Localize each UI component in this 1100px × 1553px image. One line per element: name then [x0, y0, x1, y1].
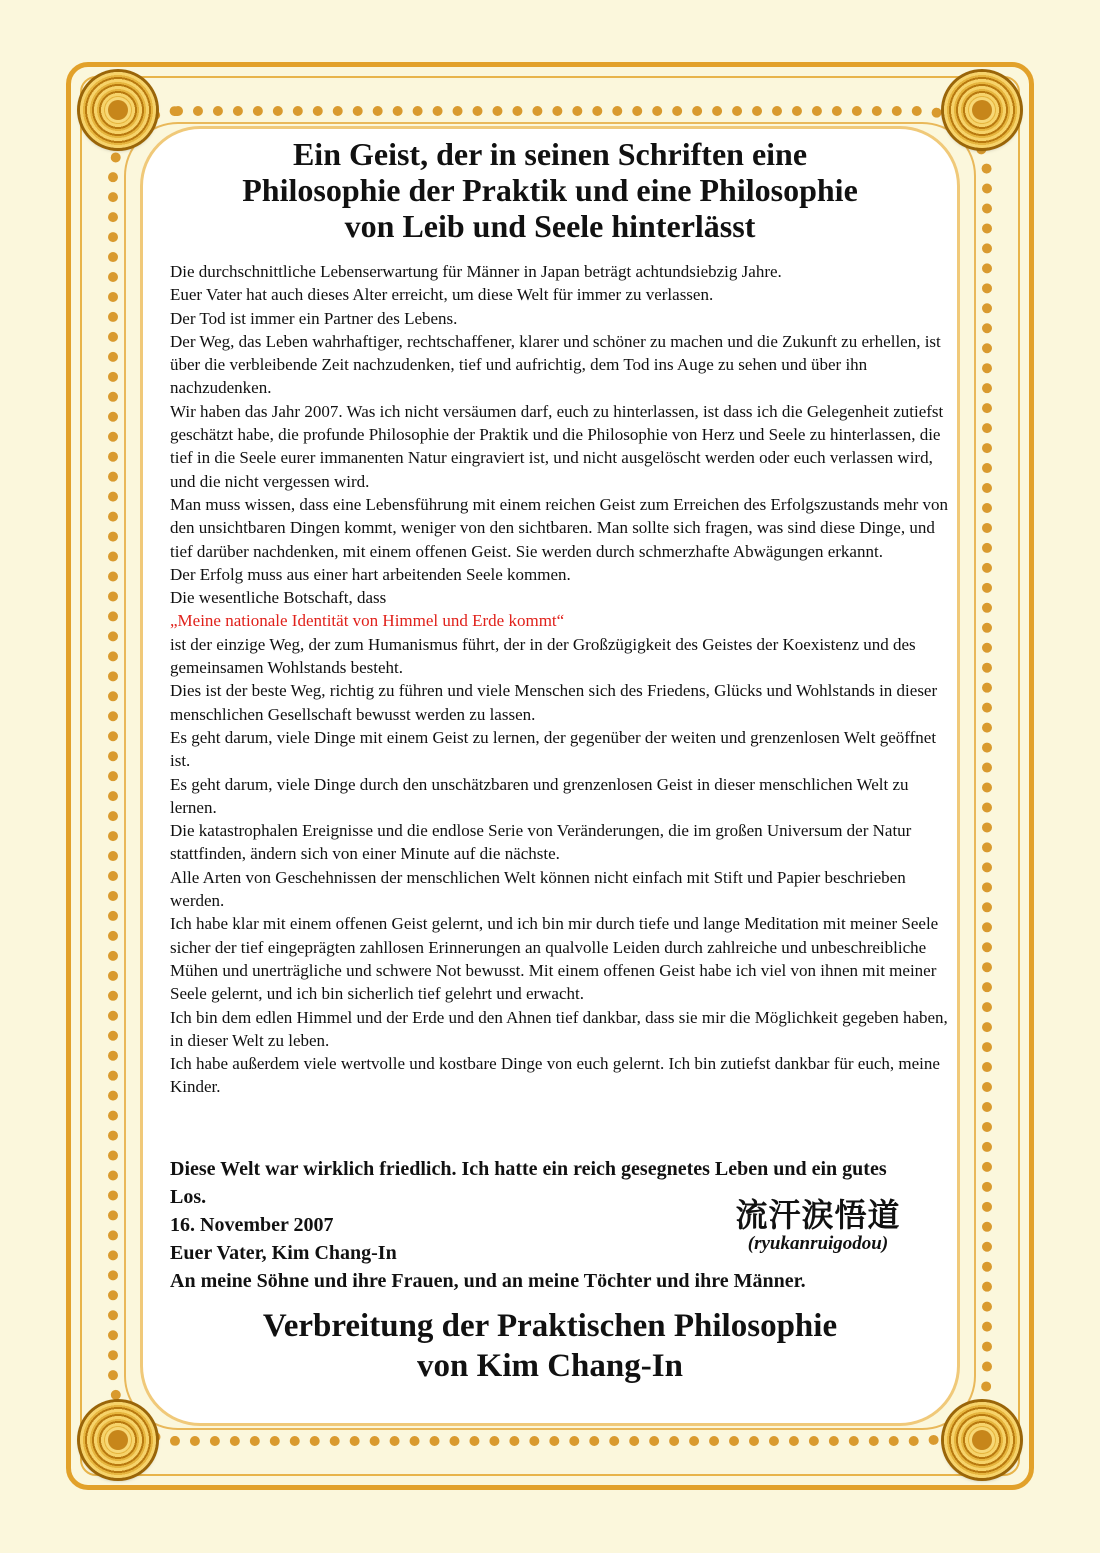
dedication: An meine Söhne und ihre Frauen, und an meine Töchter und ihre Männer.: [170, 1270, 806, 1292]
gold-medallion-icon: [80, 72, 156, 148]
paragraph: Wir haben das Jahr 2007. Was ich nicht versäumen darf, euch zu hinterlassen, ist dass ich die Gelegenheit zutiefst geschätzt habe, die profunde Philosophie der Praktik und die Philosophie von Herz und Seele zu hinterlassen, die tief in die Seele eurer immanenten Natur eingraviert ist, und nicht ausgelöscht werden oder euch verlassen wird, und die nicht vergessen wird.: [170, 401, 944, 491]
footer-line: von Kim Chang-In: [417, 1348, 683, 1384]
paragraph: Der Weg, das Leben wahrhaftiger, rechtschaffener, klarer und schöner zu machen und die Zukunft zu erhellen, ist über die verbleibende Zeit nachzudenken, tief und aufrichtig, dem Tod ins Auge zu sehen und über ihn nachzudenken.: [170, 331, 941, 398]
paragraph: Es geht darum, viele Dinge durch den unschätzbaren und grenzenlosen Geist in dieser menschlichen Welt zu lernen.: [170, 774, 909, 817]
footer-heading: [170, 1306, 930, 1386]
motto-seal: [718, 1197, 918, 1255]
paragraph: Es geht darum, viele Dinge mit einem Geist zu lernen, der gegenüber der weiten und grenzenlosen Welt geöffnet ist.: [170, 727, 937, 771]
paragraph: Der Erfolg muss aus einer hart arbeitenden Seele kommen.: [170, 564, 571, 584]
gold-medallion-icon: [80, 1402, 156, 1478]
closing-statement: Diese Welt war wirklich friedlich. Ich hatte ein reich gesegnetes Leben und ein gutes Los.: [170, 1158, 887, 1208]
paragraph: ist der einzige Weg, der zum Humanismus führt, der in der Großzügigkeit des Geistes der Koexistenz und des gemeinsamen Wohlstands besteht.: [170, 634, 916, 678]
paragraph: Ich habe außerdem viele wertvolle und kostbare Dinge von euch gelernt. Ich bin zutiefst dankbar für euch, meine Kinder.: [170, 1054, 940, 1097]
paragraph: Euer Vater hat auch dieses Alter erreicht, um diese Welt für immer zu verlassen.: [170, 285, 714, 305]
document-title: [170, 136, 930, 244]
highlighted-quote: „Meine nationale Identität von Himmel und Erde kommt“: [170, 611, 565, 631]
paragraph: Die wesentliche Botschaft, dass: [170, 588, 387, 608]
title-line: Philosophie der Praktik und eine Philosophie: [242, 172, 858, 208]
paragraph: Der Tod ist immer ein Partner des Lebens.: [170, 308, 458, 328]
motto-romaji: (ryukanruigodou): [747, 1233, 889, 1254]
motto-kanji: 流汗涙悟道: [735, 1196, 901, 1234]
paragraph: Die katastrophalen Ereignisse und die endlose Serie von Veränderungen, die im großen Universum der Natur stattfinden, ändern sich von einer Minute auf die nächste.: [170, 821, 912, 864]
gold-medallion-icon: [944, 1402, 1020, 1478]
signature-name: Euer Vater, Kim Chang-In: [170, 1242, 397, 1264]
body-text: [170, 260, 950, 1099]
paragraph: Ich habe klar mit einem offenen Geist gelernt, und ich bin mir durch tiefe und lange Meditation mit meiner Seele sicher der tief eingeprägten zahllosen Erinnerungen an qualvolle Leiden durch zahlreiche und unbeschreibliche Mühen und unerträgliche und schwere Not bewusst. Mit einem offenen Geist habe ich viel von ihnen mit meiner Seele gelernt, und ich bin sicherlich tief gelehrt und erwacht.: [170, 914, 939, 1004]
paragraph: Man muss wissen, dass eine Lebensführung mit einem reichen Geist zum Erreichen des Erfolgszustands mehr von den unsichtbaren Dingen kommt, weniger von den sichtbaren. Man sollte sich fragen, was sind diese Dinge, und tief darüber nachdenken, mit einem offenen Geist. Sie werden durch schmerzhafte Abwägungen erkannt.: [170, 494, 949, 561]
paragraph: Alle Arten von Geschehnissen der menschlichen Welt können nicht einfach mit Stift und Papier beschrieben werden.: [170, 867, 906, 911]
paragraph: Dies ist der beste Weg, richtig zu führen und viele Menschen sich des Friedens, Glücks und Wohlstands in dieser menschlichen Gesellschaft bewusst werden zu lassen.: [170, 681, 938, 724]
gold-medallion-icon: [944, 72, 1020, 148]
title-line: Ein Geist, der in seinen Schriften eine: [292, 136, 808, 172]
footer-line: Verbreitung der Praktischen Philosophie: [262, 1308, 838, 1344]
paragraph: Die durchschnittliche Lebenserwartung für Männer in Japan beträgt achtundsiebzig Jahre.: [170, 262, 782, 281]
signature-date: 16. November 2007: [170, 1214, 334, 1236]
title-line: von Leib und Seele hinterlässt: [344, 208, 756, 244]
paragraph: Ich bin dem edlen Himmel und der Erde und den Ahnen tief dankbar, dass sie mir die Möglichkeit gegeben haben, in dieser Welt zu leben.: [170, 1007, 948, 1050]
